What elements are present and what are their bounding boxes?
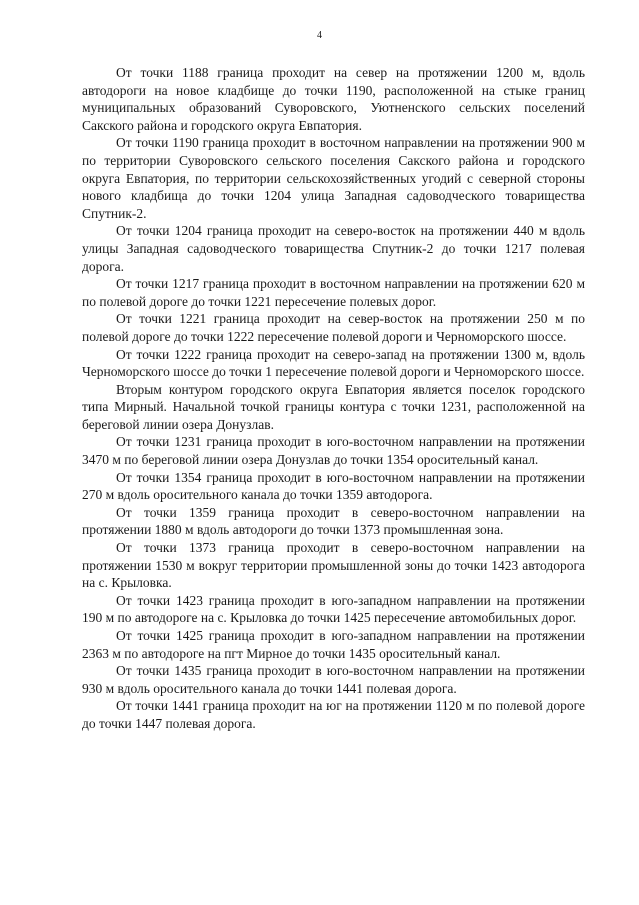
- paragraph: От точки 1441 граница проходит на юг на протяжении 1120 м по полевой дороге до точки 1447 полевая дорога.: [82, 698, 585, 731]
- document-body: [82, 64, 585, 733]
- paragraph: От точки 1188 граница проходит на север на протяжении 1200 м, вдоль автодороги на новое кладбище до точки 1190, расположенной на стыке границ муниципальных образований Суворовского, Уютненского сельских поселений Сакского района и городского округа Евпатория.: [82, 65, 585, 133]
- paragraph: От точки 1425 граница проходит в юго-западном направлении на протяжении 2363 м по автодороге на пгт Мирное до точки 1435 оросительный канал.: [82, 628, 585, 661]
- paragraph: Вторым контуром городского округа Евпатория является поселок городского типа Мирный. Начальной точкой границы контура с точки 1231, расположенной на береговой линии озера Донузлав.: [82, 381, 585, 432]
- paragraph: От точки 1423 граница проходит в юго-западном направлении на протяжении 190 м по автодороге на с. Крыловка до точки 1425 пересечение автомобильных дорог.: [82, 592, 585, 626]
- paragraph: От точки 1217 граница проходит в восточном направлении на протяжении 620 м по полевой дороге до точки 1221 пересечение полевых дорог.: [82, 276, 585, 309]
- paragraph: От точки 1354 граница проходит в юго-восточном направлении на протяжении 270 м вдоль оросительного канала до точки 1359 автодорога.: [82, 469, 585, 503]
- paragraph: От точки 1373 граница проходит в северо-восточном направлении на протяжении 1530 м вокруг территории промышленной зоны до точки 1423 автодорога на с. Крыловка.: [82, 540, 585, 591]
- paragraph: От точки 1221 граница проходит на север-восток на протяжении 250 м по полевой дороге до точки 1222 пересечение полевой дороги и Черноморского шоссе.: [82, 311, 585, 344]
- paragraph: От точки 1231 граница проходит в юго-восточном направлении на протяжении 3470 м по береговой линии озера Донузлав до точки 1354 оросительный канал.: [82, 434, 585, 468]
- paragraph: От точки 1359 граница проходит в северо-восточном направлении на протяжении 1880 м вдоль автодороги до точки 1373 промышленная зона.: [82, 504, 585, 538]
- paragraph: От точки 1204 граница проходит на северо-восток на протяжении 440 м вдоль улицы Западная садоводческого товарищества Спутник-2 до точки 1217 полевая дорога.: [82, 223, 585, 274]
- paragraph: От точки 1435 граница проходит в юго-восточном направлении на протяжении 930 м вдоль оросительного канала до точки 1441 полевая дорога.: [82, 663, 585, 696]
- paragraph: От точки 1222 граница проходит на северо-запад на протяжении 1300 м, вдоль Черноморского шоссе до точки 1 пересечение полевой дороги и Черноморского шоссе.: [82, 346, 585, 380]
- paragraph: От точки 1190 граница проходит в восточном направлении на протяжении 900 м по территории Суворовского сельского поселения Сакского района и городского округа Евпатория, по территории сельскохозяйственных угодий с северной стороны нового кладбища до точки 1204 улица Западная садоводческого товарищества Спутник-2.: [82, 135, 585, 221]
- page-number: 4: [317, 30, 322, 41]
